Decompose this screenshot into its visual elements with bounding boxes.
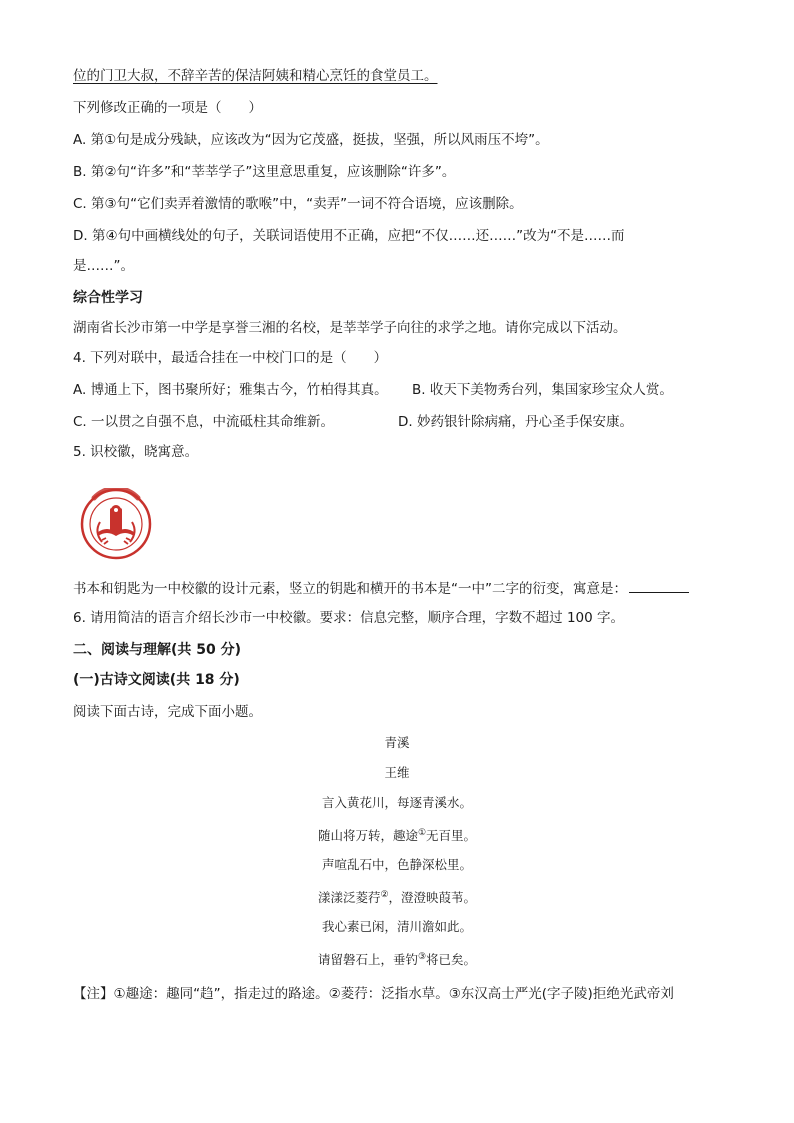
emblem-question-line xyxy=(73,578,689,599)
poem-line-1: 言入黄花川，每逐青溪水。 xyxy=(321,795,472,810)
footnote-mark-1: ① xyxy=(417,828,427,838)
intro-paragraph: 湖南省长沙市第一中学是享誉三湘的名校，是莘莘学子向往的求学之地。请你完成以下活动。 xyxy=(73,320,627,336)
question-4-option-b: B. 收天下美物秀台列，集国家珍宝众人赏。 xyxy=(412,382,673,398)
question-4-option-a: A. 博通上下，图书聚所好；雅集古今，竹柏得其真。 xyxy=(73,382,388,398)
emblem-question-text: 书本和钥匙为一中校徽的设计元素，竖立的钥匙和横开的书本是“一中”二字的衍变，寓意是： xyxy=(73,581,627,597)
poem-line-6-part-2: 将已矣。 xyxy=(426,952,477,968)
poem-line-2-part-2: 无百里。 xyxy=(426,828,477,844)
subsection-heading-poetry: (一)古诗文阅读(共 18 分) xyxy=(73,672,240,688)
option-a: A. 第①句是成分残缺，应该改为“因为它茂盛，挺拔，坚强，所以风雨压不垮”。 xyxy=(73,132,549,148)
poem-title: 青溪 xyxy=(384,735,410,750)
text-line-continuation xyxy=(73,66,438,86)
footnote-mark-2: ② xyxy=(380,890,389,900)
poem-instruction: 阅读下面古诗，完成下面小题。 xyxy=(73,704,262,720)
poem-line-5: 我心素已闲，清川澹如此。 xyxy=(321,919,472,934)
poem-line-4 xyxy=(0,886,794,907)
option-c: C. 第③句“它们卖弄着激情的歌喉”中，“卖弄”一词不符合语境，应该删除。 xyxy=(73,196,523,212)
question-6: 6. 请用简洁的语言介绍长沙市一中校徽。要求：信息完整，顺序合理，字数不超过 100 字。 xyxy=(73,610,625,626)
footnote-mark-3: ③ xyxy=(417,952,427,962)
poem-line-3: 声喧乱石中，色静深松里。 xyxy=(321,857,472,872)
poem-line-2 xyxy=(0,824,794,845)
question-4-option-d: D. 妙药银针除病痛，丹心圣手保安康。 xyxy=(398,414,633,430)
poem-line-6-part-1: 请留磐石上，垂钓 xyxy=(317,952,418,968)
option-d: D. 第④句中画横线处的句子，关联词语使用不正确，应把“不仅……还……”改为“不是……而 xyxy=(73,228,625,244)
option-b: B. 第②句“许多”和“莘莘学子”这里意思重复，应该删除“许多”。 xyxy=(73,164,456,180)
poem-line-4-part-1: 漾漾泛菱荇 xyxy=(317,890,381,906)
poem-line-4-part-2: ，澄澄映葭苇。 xyxy=(388,890,477,906)
poem-line-2-part-1: 随山将万转，趣途 xyxy=(317,828,418,844)
poem-author: 王维 xyxy=(384,765,410,780)
underlined-sentence: 位的门卫大叔，不辞辛苦的保洁阿姨和精心烹饪的食堂员工。 xyxy=(73,68,438,84)
question-4-option-c: C. 一以贯之自强不息，中流砥柱其命维新。 xyxy=(73,414,335,430)
answer-blank[interactable] xyxy=(629,578,689,593)
section-heading-comprehensive: 综合性学习 xyxy=(73,290,143,306)
poem-line-6 xyxy=(0,948,794,969)
section-heading-reading: 二、阅读与理解(共 50 分) xyxy=(73,642,242,658)
question-prompt: 下列修改正确的一项是（ ） xyxy=(73,100,262,116)
school-emblem-logo xyxy=(80,488,152,560)
question-5: 5. 识校徽，晓寓意。 xyxy=(73,444,199,460)
footnote: 【注】①趣途：趣同“趋”，指走过的路途。②菱荇：泛指水草。③东汉高士严光(字子陵)拒绝光武帝刘 xyxy=(73,986,674,1002)
question-4: 4. 下列对联中，最适合挂在一中校门口的是（ ） xyxy=(73,350,388,366)
option-d-continuation: 是……”。 xyxy=(73,258,134,274)
